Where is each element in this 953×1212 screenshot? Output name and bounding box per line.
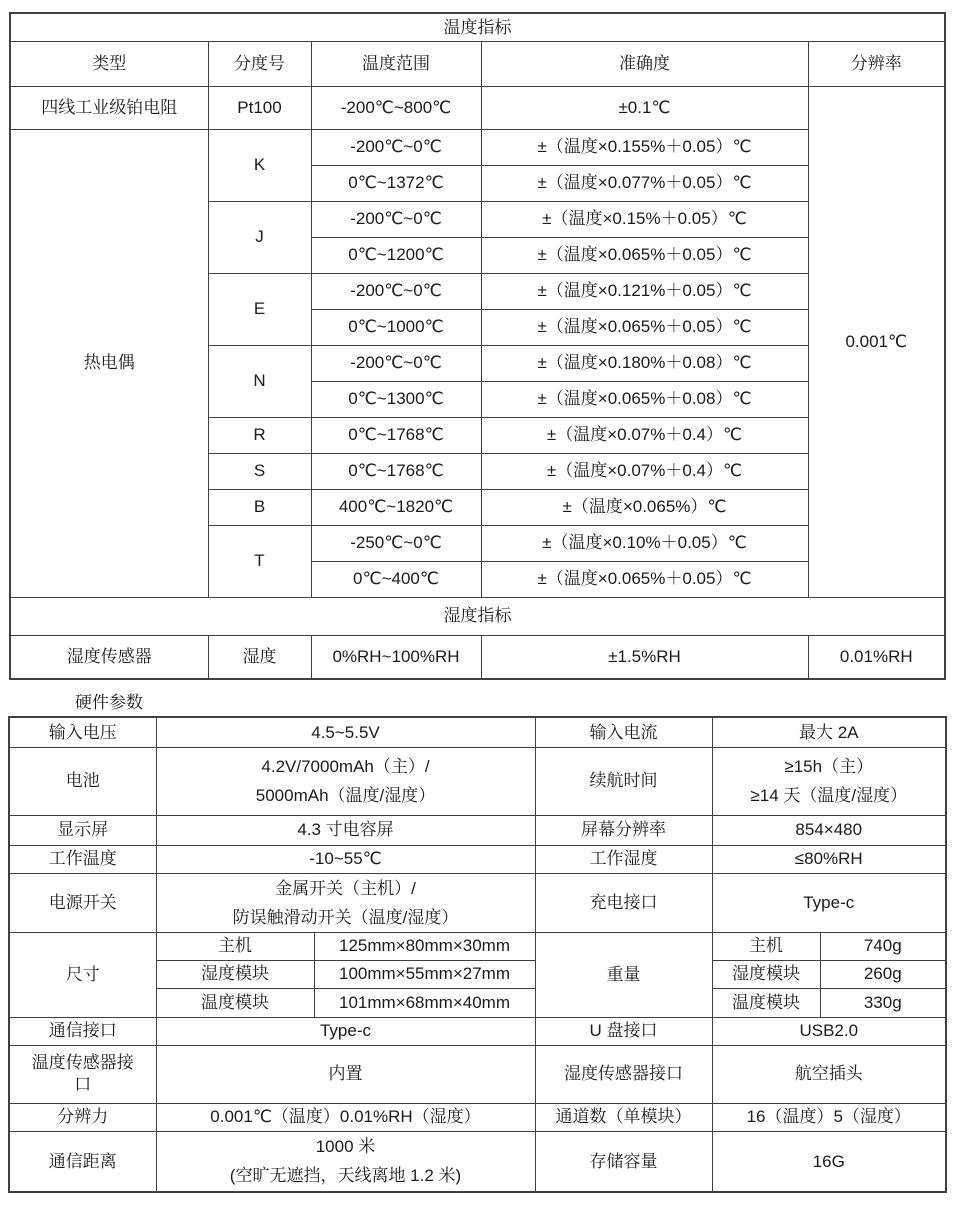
cell-code: E <box>208 273 311 345</box>
cell-code: B <box>208 489 311 525</box>
cell-sensor-type: 四线工业级铂电阻 <box>10 86 208 129</box>
hw-value: 100mm×55mm×27mm <box>314 960 535 988</box>
hw-value: 101mm×68mm×40mm <box>314 988 535 1017</box>
hw-row-operating-temp <box>9 845 946 873</box>
hw-sublabel: 湿度模块 <box>712 960 820 988</box>
hw-label: U 盘接口 <box>535 1017 712 1045</box>
cell-range: 0℃~1300℃ <box>311 381 481 417</box>
hw-label <box>9 1045 156 1103</box>
cell-sensor-type: 湿度传感器 <box>10 635 208 679</box>
cell-range: 400℃~1820℃ <box>311 489 481 525</box>
hw-value: 330g <box>820 988 946 1017</box>
cell-accuracy: ±（温度×0.065%＋0.05）℃ <box>481 237 808 273</box>
hw-value: 740g <box>820 932 946 960</box>
hw-value: Type-c <box>156 1017 535 1045</box>
hw-sublabel: 主机 <box>712 932 820 960</box>
humidity-table-title: 湿度指标 <box>10 597 945 635</box>
hw-row-size-weight-1 <box>9 932 946 960</box>
hw-value: 0.001℃（温度）0.01%RH（湿度） <box>156 1103 535 1131</box>
cell-accuracy: ±（温度×0.15%＋0.05）℃ <box>481 201 808 237</box>
hw-row-comm-port <box>9 1017 946 1045</box>
hw-value <box>712 747 946 815</box>
hw-value: 16（温度）5（湿度） <box>712 1103 946 1131</box>
cell-code: T <box>208 525 311 597</box>
hw-sublabel: 湿度模块 <box>156 960 314 988</box>
hw-value-line: 5000mAh（温度/湿度） <box>255 786 436 805</box>
cell-accuracy: ±（温度×0.10%＋0.05）℃ <box>481 525 808 561</box>
cell-range: 0%RH~100%RH <box>311 635 481 679</box>
cell-code: K <box>208 129 311 201</box>
hw-value <box>156 747 535 815</box>
cell-range: -250℃~0℃ <box>311 525 481 561</box>
cell-range: -200℃~0℃ <box>311 129 481 165</box>
hw-value-line: 金属开关（主机）/ <box>275 878 416 898</box>
hw-label: 电源开关 <box>9 873 156 932</box>
hw-value: 4.5~5.5V <box>156 717 535 747</box>
hw-value <box>156 1131 535 1192</box>
cell-range: -200℃~0℃ <box>311 201 481 237</box>
hw-label: 输入电流 <box>535 717 712 747</box>
cell-range: 0℃~1000℃ <box>311 309 481 345</box>
hw-label: 输入电压 <box>9 717 156 747</box>
hw-label-text: 温度传感器接口 <box>31 1052 134 1094</box>
hw-value: -10~55℃ <box>156 845 535 873</box>
hw-sublabel: 温度模块 <box>712 988 820 1017</box>
hw-label: 分辨力 <box>9 1103 156 1131</box>
temp-table-title: 温度指标 <box>10 13 945 41</box>
cell-accuracy: ±（温度×0.065%＋0.08）℃ <box>481 381 808 417</box>
cell-accuracy: ±（温度×0.065%＋0.05）℃ <box>481 309 808 345</box>
hardware-params-caption: 硬件参数 <box>75 693 143 712</box>
cell-code: S <box>208 453 311 489</box>
cell-accuracy: ±（温度×0.065%＋0.05）℃ <box>481 561 808 597</box>
hw-value-line: (空旷无遮挡，天线离地 1.2 米) <box>229 1166 462 1186</box>
hw-value-line: 1000 米 <box>315 1137 376 1157</box>
hw-value-line: ≥14 天（温度/湿度） <box>750 786 908 805</box>
humidity-sensor-row <box>10 635 945 679</box>
hw-label: 续航时间 <box>535 747 712 815</box>
hw-value-line: 4.2V/7000mAh（主）/ <box>261 757 430 776</box>
temperature-spec-table <box>9 12 946 680</box>
hw-value: Type-c <box>712 873 946 932</box>
hw-row-input-voltage <box>9 717 946 747</box>
hw-label-weight: 重量 <box>535 932 712 1017</box>
cell-accuracy: ±（温度×0.07%＋0.4）℃ <box>481 453 808 489</box>
hw-row-comm-distance <box>9 1131 946 1192</box>
cell-range: 0℃~400℃ <box>311 561 481 597</box>
cell-range: 0℃~1372℃ <box>311 165 481 201</box>
cell-accuracy: ±（温度×0.077%＋0.05）℃ <box>481 165 808 201</box>
thermocouple-row-K1 <box>10 129 945 165</box>
hw-value <box>156 873 535 932</box>
cell-accuracy: ±0.1℃ <box>481 86 808 129</box>
cell-code: N <box>208 345 311 417</box>
hw-row-power-switch <box>9 873 946 932</box>
hw-label: 工作湿度 <box>535 845 712 873</box>
hw-value: 4.3 寸电容屏 <box>156 815 535 845</box>
cell-range: 0℃~1768℃ <box>311 453 481 489</box>
col-header-code: 分度号 <box>208 41 311 86</box>
cell-code: Pt100 <box>208 86 311 129</box>
cell-code: 湿度 <box>208 635 311 679</box>
hardware-params-table <box>8 716 947 1193</box>
hw-label: 存储容量 <box>535 1131 712 1192</box>
hw-row-battery <box>9 747 946 815</box>
pt100-row <box>10 86 945 129</box>
cell-thermocouple-label: 热电偶 <box>10 129 208 597</box>
cell-resolution: 0.01%RH <box>808 635 945 679</box>
hw-label: 通信接口 <box>9 1017 156 1045</box>
cell-range: -200℃~800℃ <box>311 86 481 129</box>
hw-value: 125mm×80mm×30mm <box>314 932 535 960</box>
col-header-accuracy: 准确度 <box>481 41 808 86</box>
hw-label-size: 尺寸 <box>9 932 156 1017</box>
hw-value-line: ≥15h（主） <box>784 757 874 776</box>
cell-accuracy: ±（温度×0.07%＋0.4）℃ <box>481 417 808 453</box>
hw-label: 屏幕分辨率 <box>535 815 712 845</box>
cell-accuracy: ±（温度×0.180%＋0.08）℃ <box>481 345 808 381</box>
hw-sublabel: 主机 <box>156 932 314 960</box>
cell-range: 0℃~1768℃ <box>311 417 481 453</box>
hw-value: 854×480 <box>712 815 946 845</box>
col-header-range: 温度范围 <box>311 41 481 86</box>
cell-accuracy: ±（温度×0.065%）℃ <box>481 489 808 525</box>
hw-label: 电池 <box>9 747 156 815</box>
hw-value: ≤80%RH <box>712 845 946 873</box>
hw-label: 湿度传感器接口 <box>535 1045 712 1103</box>
hw-label: 工作温度 <box>9 845 156 873</box>
cell-accuracy: ±（温度×0.121%＋0.05）℃ <box>481 273 808 309</box>
cell-accuracy: ±1.5%RH <box>481 635 808 679</box>
hw-value: 航空插头 <box>712 1045 946 1103</box>
hw-value: 260g <box>820 960 946 988</box>
hw-row-resolution <box>9 1103 946 1131</box>
hw-value: 最大 2A <box>712 717 946 747</box>
hw-value-line: 防误触滑动开关（温度/湿度） <box>232 907 459 927</box>
hw-label: 显示屏 <box>9 815 156 845</box>
hw-row-sensor-ports <box>9 1045 946 1103</box>
cell-range: 0℃~1200℃ <box>311 237 481 273</box>
cell-code: J <box>208 201 311 273</box>
cell-accuracy: ±（温度×0.155%＋0.05）℃ <box>481 129 808 165</box>
cell-range: -200℃~0℃ <box>311 345 481 381</box>
hw-value: USB2.0 <box>712 1017 946 1045</box>
hw-value: 16G <box>712 1131 946 1192</box>
cell-resolution-merged: 0.001℃ <box>808 86 945 597</box>
cell-range: -200℃~0℃ <box>311 273 481 309</box>
col-header-type: 类型 <box>10 41 208 86</box>
hw-value: 内置 <box>156 1045 535 1103</box>
hw-row-display <box>9 815 946 845</box>
hw-label: 充电接口 <box>535 873 712 932</box>
hw-label: 通信距离 <box>9 1131 156 1192</box>
hw-label: 通道数（单模块） <box>535 1103 712 1131</box>
col-header-resolution: 分辨率 <box>808 41 945 86</box>
hw-sublabel: 温度模块 <box>156 988 314 1017</box>
cell-code: R <box>208 417 311 453</box>
